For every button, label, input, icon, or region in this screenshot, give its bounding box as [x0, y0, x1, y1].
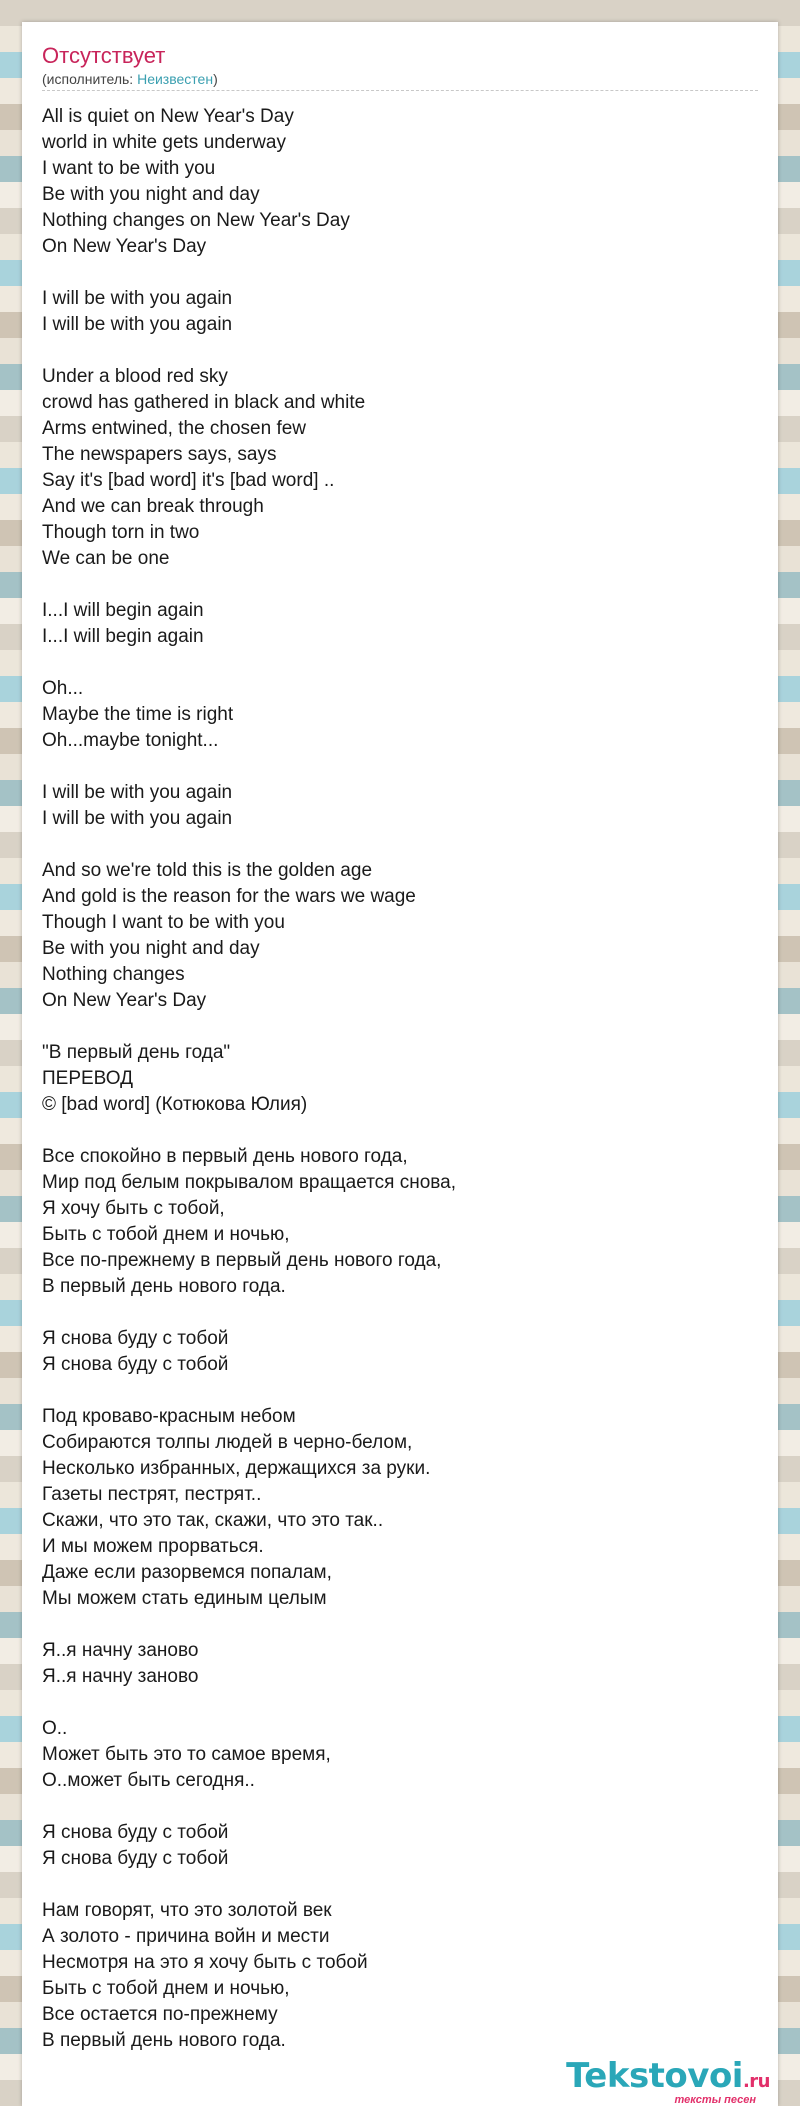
lyrics-blank-line — [42, 1612, 758, 1638]
lyrics-line: I want to be with you — [42, 158, 216, 179]
lyrics-blank-line — [42, 1872, 758, 1898]
lyrics-line: Be with you night and day — [42, 184, 260, 205]
lyrics-line: And we can break through — [42, 496, 264, 517]
lyrics-line: Arms entwined, the chosen few — [42, 418, 307, 439]
lyrics-line: Be with you night and day — [42, 938, 260, 959]
lyrics-line: Все остается по-прежнему — [42, 2004, 278, 2025]
lyrics-line: О..может быть сегодня.. — [42, 1770, 255, 1791]
lyrics-line: On New Year's Day — [42, 236, 207, 257]
lyrics-blank-line — [42, 1690, 758, 1716]
site-logo[interactable] — [566, 2058, 770, 2106]
artist-link[interactable]: Неизвестен — [137, 71, 214, 87]
lyrics-blank-line — [42, 572, 758, 598]
lyrics-line: В первый день нового года. — [42, 1276, 286, 1297]
lyrics-line: crowd has gathered in black and white — [42, 392, 366, 413]
song-header — [42, 42, 758, 91]
lyrics-line: Все по-прежнему в первый день нового года, — [42, 1250, 442, 1271]
lyrics-blank-line — [42, 1014, 758, 1040]
lyrics-line: I will be with you again — [42, 288, 233, 309]
lyrics-line: I will be with you again — [42, 314, 233, 335]
lyrics-line: I...I will begin again — [42, 600, 204, 621]
lyrics-line: On New Year's Day — [42, 990, 207, 1011]
lyrics-line: Собираются толпы людей в черно-белом, — [42, 1432, 413, 1453]
logo-tagline: тексты песен — [674, 2094, 756, 2106]
lyrics-line: Я снова буду с тобой — [42, 1354, 229, 1375]
lyrics-blank-line — [42, 260, 758, 286]
lyrics-line: Может быть это то самое время, — [42, 1744, 331, 1765]
lyrics-line: Мир под белым покрывалом вращается снова, — [42, 1172, 457, 1193]
lyrics-line: В первый день нового года. — [42, 2030, 286, 2051]
artist-line — [42, 70, 758, 88]
lyrics-line: world in white gets underway — [42, 132, 286, 153]
lyrics-line: Под кроваво-красным небом — [42, 1406, 296, 1427]
lyrics-line: Даже если разорвемся попалам, — [42, 1562, 332, 1583]
lyrics-line: Газеты пестрят, пестрят.. — [42, 1484, 262, 1505]
lyrics-line: Скажи, что это так, скажи, что это так.. — [42, 1510, 384, 1531]
lyrics-line: О.. — [42, 1718, 68, 1739]
lyrics-line: Нам говорят, что это золотой век — [42, 1900, 332, 1921]
lyrics-line: Say it's [bad word] it's [bad word] .. — [42, 470, 335, 491]
lyrics-line: Though torn in two — [42, 522, 200, 543]
artist-prefix: (исполнитель: — [42, 71, 138, 87]
lyrics-line: Nothing changes on New Year's Day — [42, 210, 350, 231]
lyrics-line: Я снова буду с тобой — [42, 1328, 229, 1349]
song-title: Отсутствует — [42, 43, 166, 68]
lyrics-line: Я..я начну заново — [42, 1640, 199, 1661]
lyrics-line: Я снова буду с тобой — [42, 1822, 229, 1843]
lyrics-line: "В первый день года" — [42, 1042, 231, 1063]
lyrics-blank-line — [42, 1118, 758, 1144]
lyrics-line: Быть с тобой днем и ночью, — [42, 1978, 290, 1999]
artist-suffix: ) — [213, 71, 218, 87]
lyrics-blank-line — [42, 650, 758, 676]
lyrics-line: And gold is the reason for the wars we wage — [42, 886, 416, 907]
lyrics-line: Nothing changes — [42, 964, 185, 985]
lyrics-line: © [bad word] (Котюкова Юлия) — [42, 1094, 308, 1115]
lyrics-line: The newspapers says, says — [42, 444, 277, 465]
lyrics-line: I will be with you again — [42, 808, 233, 829]
lyrics-blank-line — [42, 1794, 758, 1820]
lyrics-line: И мы можем прорваться. — [42, 1536, 264, 1557]
lyrics-line: Несколько избранных, держащихся за руки. — [42, 1458, 431, 1479]
lyrics-line: Быть с тобой днем и ночью, — [42, 1224, 290, 1245]
lyrics-line: Oh...maybe tonight... — [42, 730, 219, 751]
lyrics-text — [42, 104, 758, 2054]
lyrics-line: We can be one — [42, 548, 170, 569]
lyrics-line: Я..я начну заново — [42, 1666, 199, 1687]
lyrics-blank-line — [42, 1378, 758, 1404]
lyrics-blank-line — [42, 754, 758, 780]
lyrics-line: I will be with you again — [42, 782, 233, 803]
lyrics-line: ПЕРЕВОД — [42, 1068, 133, 1089]
lyrics-line: Maybe the time is right — [42, 704, 234, 725]
lyrics-line: I...I will begin again — [42, 626, 204, 647]
lyrics-line: Несмотря на это я хочу быть с тобой — [42, 1952, 368, 1973]
logo-name: Tekstovoi — [566, 2056, 743, 2096]
lyrics-line: And so we're told this is the golden age — [42, 860, 373, 881]
logo-tld: .ru — [742, 2071, 770, 2092]
lyrics-line: Я хочу быть с тобой, — [42, 1198, 225, 1219]
lyrics-line: Though I want to be with you — [42, 912, 285, 933]
lyrics-card — [22, 22, 778, 2106]
lyrics-blank-line — [42, 338, 758, 364]
lyrics-blank-line — [42, 832, 758, 858]
lyrics-line: А золото - причина войн и мести — [42, 1926, 330, 1947]
lyrics-blank-line — [42, 1300, 758, 1326]
lyrics-line: Мы можем стать единым целым — [42, 1588, 327, 1609]
lyrics-line: All is quiet on New Year's Day — [42, 106, 294, 127]
lyrics-line: Under a blood red sky — [42, 366, 228, 387]
lyrics-line: Oh... — [42, 678, 84, 699]
lyrics-line: Я снова буду с тобой — [42, 1848, 229, 1869]
lyrics-line: Все спокойно в первый день нового года, — [42, 1146, 408, 1167]
